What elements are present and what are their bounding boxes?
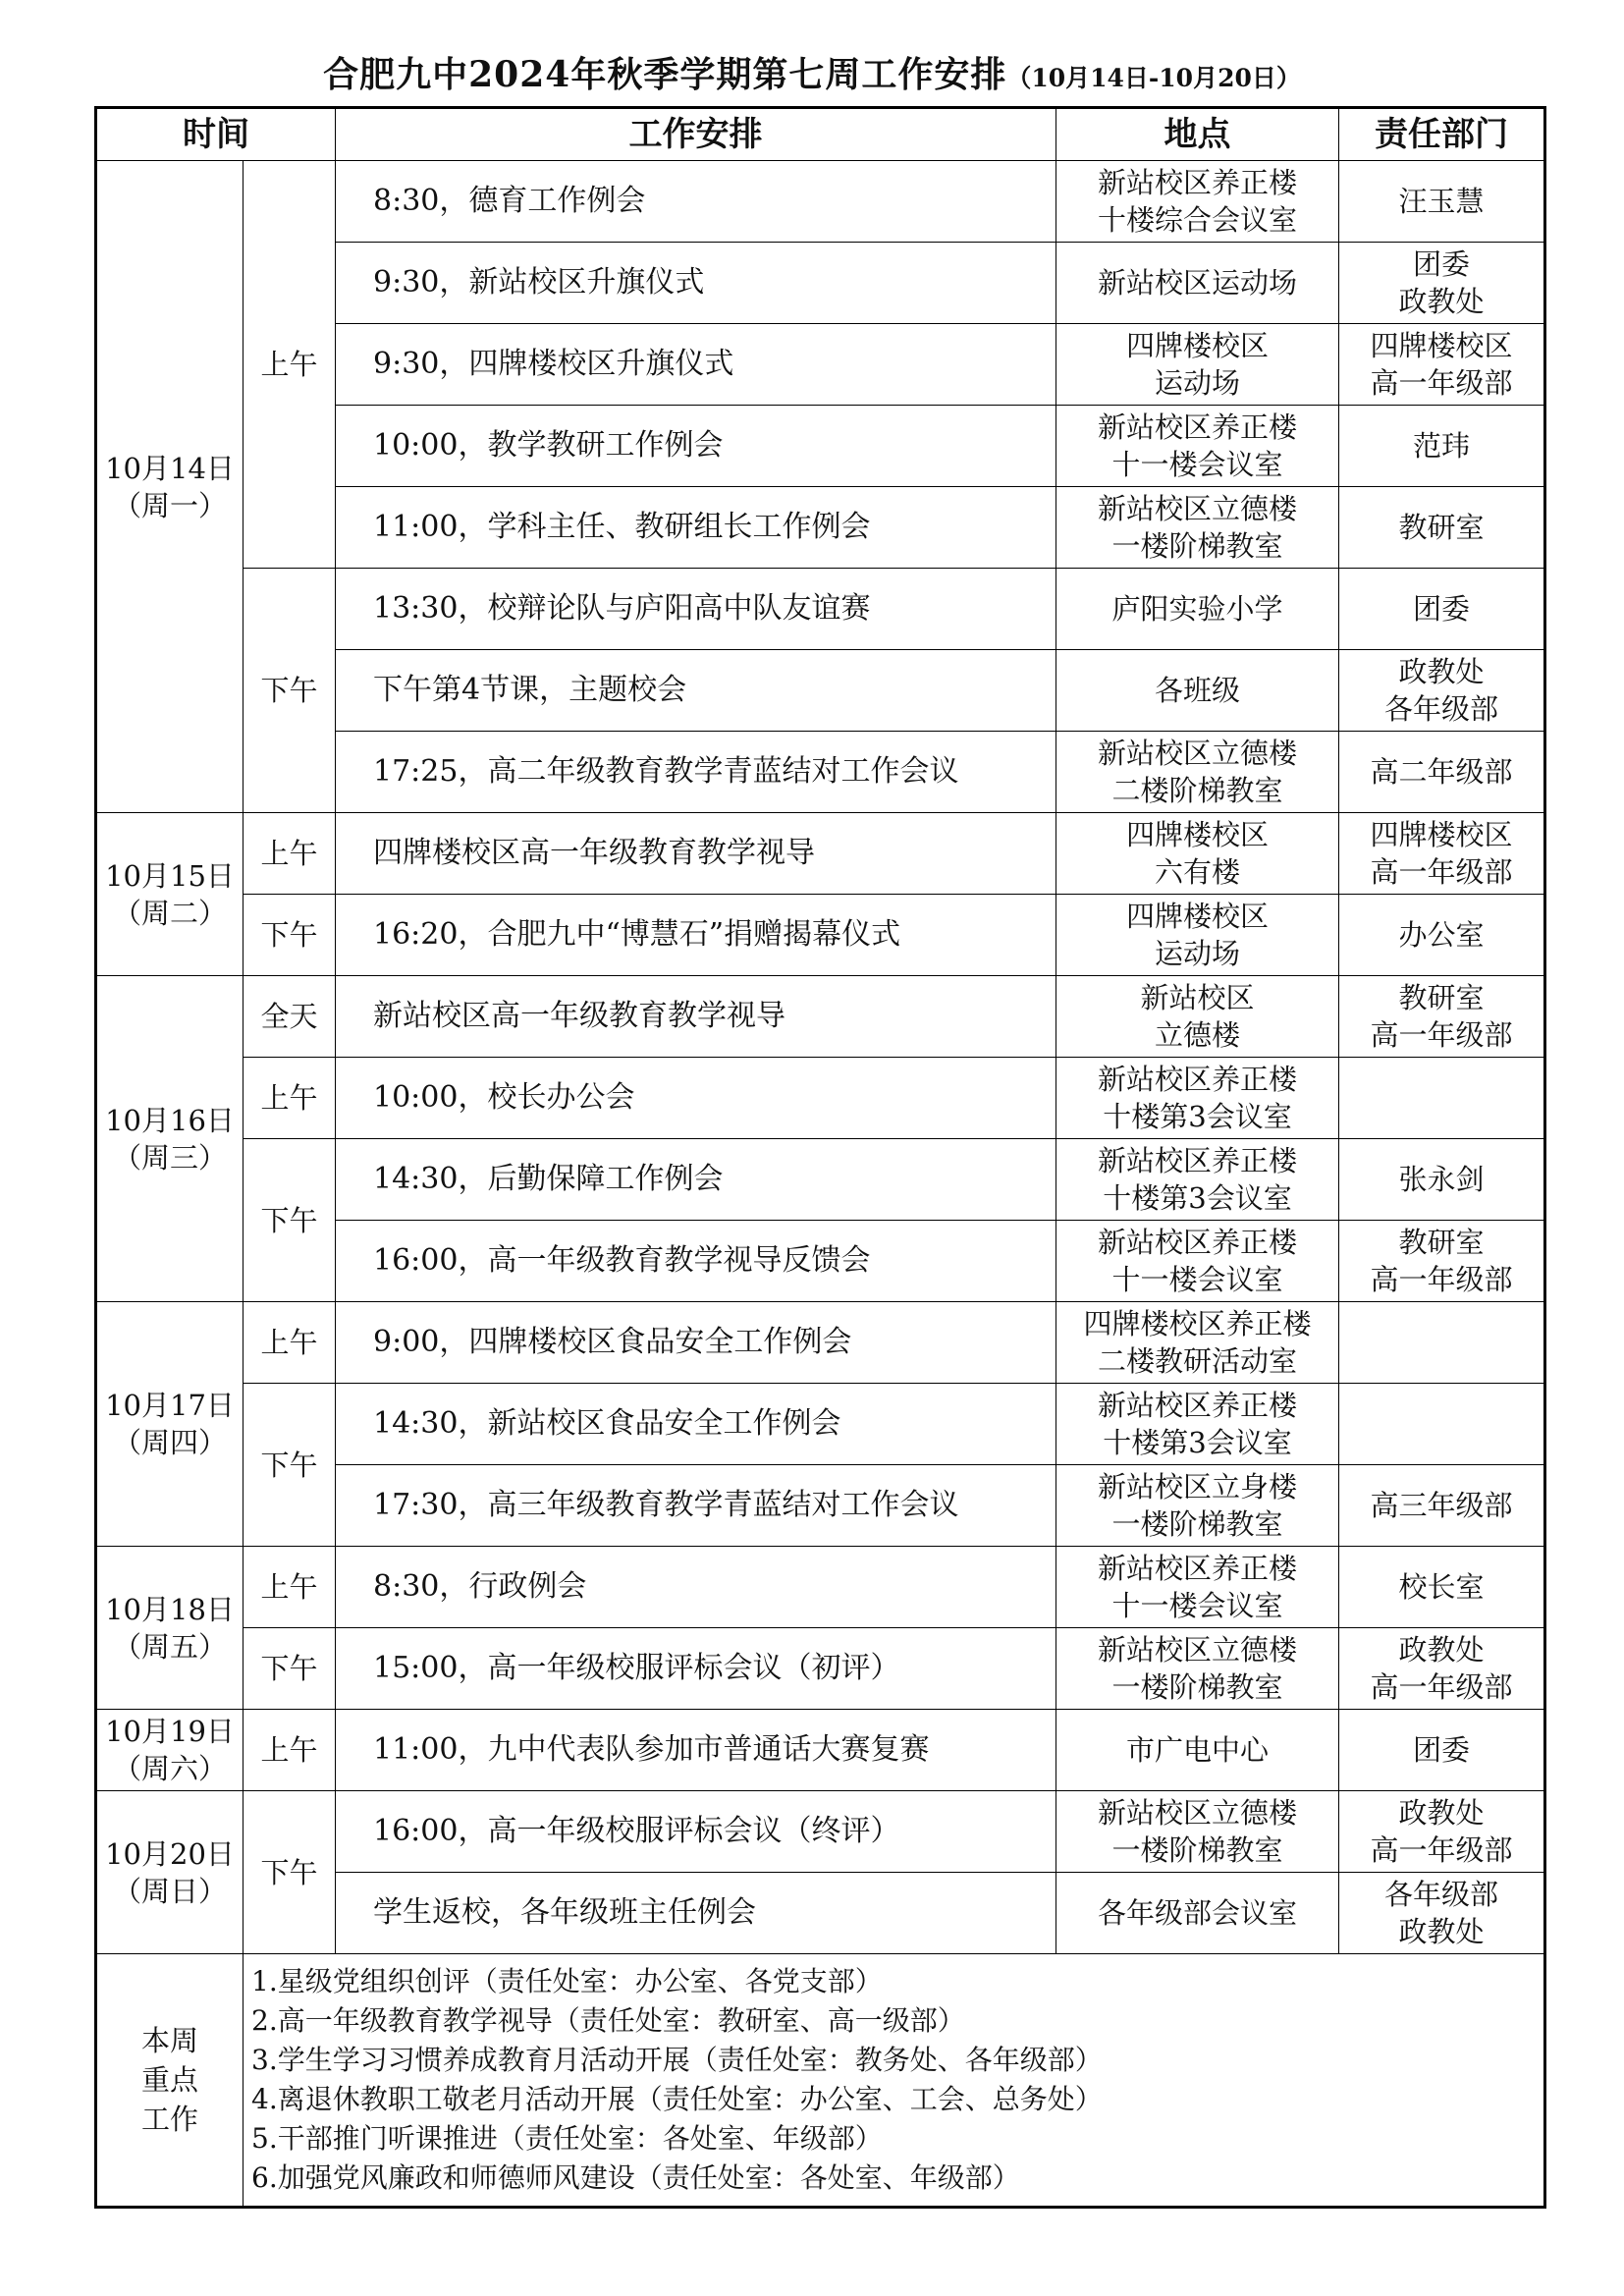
schedule-row [96, 976, 1545, 1058]
place-cell [1056, 324, 1339, 406]
focus-item: 2.高一年级教育教学视导（责任处室：教研室、高一级部） [251, 2004, 965, 2037]
task-cell: 9:30，四牌楼校区升旗仪式 [336, 324, 1056, 406]
period-cell: 上午 [244, 1547, 336, 1628]
schedule-row [96, 895, 1545, 976]
dept-line: 高二年级部 [1370, 755, 1513, 789]
place-line: 新站校区养正楼 [1097, 1063, 1297, 1096]
header-dept: 责任部门 [1339, 108, 1545, 161]
dept-line: 教研室 [1398, 981, 1485, 1014]
focus-item: 5.干部推门听课推进（责任处室：各处室、年级部） [251, 2122, 883, 2155]
place-cell [1056, 1221, 1339, 1302]
period-cell: 下午 [244, 1139, 336, 1302]
schedule-row [96, 161, 1545, 243]
period-cell: 下午 [244, 1628, 336, 1710]
place-line: 新站校区养正楼 [1097, 1226, 1297, 1259]
place-line: 十楼综合会议室 [1097, 203, 1297, 237]
title-date-range: （10月14日-10月20日） [1006, 64, 1301, 92]
dept-line: 政教处 [1398, 1796, 1485, 1830]
page-title [0, 51, 1624, 105]
dept-cell [1339, 732, 1545, 813]
task-cell: 8:30，德育工作例会 [336, 161, 1056, 243]
dept-cell [1339, 1058, 1545, 1139]
dept-cell [1339, 161, 1545, 243]
place-line: 四牌楼校区 [1125, 818, 1269, 851]
dept-line: 高一年级部 [1370, 1263, 1513, 1296]
dept-line: 四牌楼校区 [1370, 818, 1513, 851]
task-cell: 17:25，高二年级教育教学青蓝结对工作会议 [336, 732, 1056, 813]
place-line: 二楼教研活动室 [1097, 1344, 1297, 1378]
period-cell: 下午 [244, 1791, 336, 1954]
place-cell [1056, 569, 1339, 650]
dept-line: 校长室 [1398, 1570, 1485, 1604]
dept-line: 政教处 [1398, 1915, 1485, 1948]
place-line: 四牌楼校区养正楼 [1083, 1307, 1312, 1340]
day-date: 10月16日 [105, 1103, 235, 1137]
dept-cell [1339, 1302, 1545, 1384]
place-line: 一楼阶梯教室 [1111, 1833, 1283, 1867]
place-line: 四牌楼校区 [1125, 900, 1269, 933]
dept-line: 四牌楼校区 [1370, 329, 1513, 362]
dept-cell [1339, 650, 1545, 732]
dept-line: 办公室 [1398, 918, 1485, 952]
task-cell: 16:20，合肥九中“博慧石”捐赠揭幕仪式 [336, 895, 1056, 976]
day-date: 10月14日 [105, 451, 235, 485]
dept-cell [1339, 243, 1545, 324]
place-line: 新站校区养正楼 [1097, 410, 1297, 444]
place-cell [1056, 976, 1339, 1058]
header-place: 地点 [1056, 108, 1339, 161]
task-cell: 下午第4节课，主题校会 [336, 650, 1056, 732]
day-weekday: （周一） [112, 488, 227, 522]
period-cell: 下午 [244, 895, 336, 976]
period-cell: 上午 [244, 1302, 336, 1384]
schedule-row [96, 1058, 1545, 1139]
period-cell: 上午 [244, 1058, 336, 1139]
task-cell: 13:30，校辩论队与庐阳高中队友谊赛 [336, 569, 1056, 650]
place-cell [1056, 161, 1339, 243]
schedule-body [96, 161, 1545, 2208]
place-cell [1056, 1139, 1339, 1221]
task-cell: 17:30，高三年级教育教学青蓝结对工作会议 [336, 1465, 1056, 1547]
place-line: 新站校区立德楼 [1097, 1633, 1297, 1667]
dept-cell [1339, 1465, 1545, 1547]
task-cell: 新站校区高一年级教育教学视导 [336, 976, 1056, 1058]
place-line: 立德楼 [1154, 1018, 1240, 1052]
place-line: 新站校区 [1140, 981, 1255, 1014]
place-line: 新站校区运动场 [1097, 266, 1297, 300]
day-weekday: （周五） [112, 1629, 227, 1664]
dept-cell [1339, 1873, 1545, 1954]
place-cell [1056, 813, 1339, 895]
dept-line: 各年级部 [1383, 1878, 1498, 1911]
place-cell [1056, 1058, 1339, 1139]
day-cell [96, 1302, 244, 1547]
place-line: 十一楼会议室 [1111, 448, 1283, 481]
dept-cell [1339, 976, 1545, 1058]
dept-line: 高三年级部 [1370, 1489, 1513, 1522]
dept-line: 高一年级部 [1370, 366, 1513, 400]
day-weekday: （周日） [112, 1874, 227, 1908]
place-line: 四牌楼校区 [1125, 329, 1269, 362]
place-cell [1056, 732, 1339, 813]
focus-list-cell [244, 1954, 1545, 2208]
dept-line: 政教处 [1398, 285, 1485, 318]
schedule-row [96, 1791, 1545, 1873]
place-line: 十一楼会议室 [1111, 1263, 1283, 1296]
day-weekday: （周六） [112, 1752, 227, 1785]
dept-cell [1339, 895, 1545, 976]
place-line: 一楼阶梯教室 [1111, 1670, 1283, 1704]
focus-label-cell [96, 1954, 244, 2208]
place-line: 十楼第3会议室 [1103, 1426, 1292, 1459]
dept-line: 高一年级部 [1370, 1018, 1513, 1052]
task-cell: 16:00，高一年级教育教学视导反馈会 [336, 1221, 1056, 1302]
period-cell: 下午 [244, 1384, 336, 1547]
dept-cell [1339, 569, 1545, 650]
dept-line: 高一年级部 [1370, 1833, 1513, 1867]
place-line: 新站校区立身楼 [1097, 1470, 1297, 1503]
place-line: 各年级部会议室 [1097, 1896, 1297, 1930]
period-cell: 上午 [244, 1710, 336, 1791]
schedule-row [96, 813, 1545, 895]
period-cell: 上午 [244, 161, 336, 569]
day-weekday: （周四） [112, 1426, 227, 1459]
header-row [96, 108, 1545, 161]
period-cell: 上午 [244, 813, 336, 895]
task-cell: 四牌楼校区高一年级教育教学视导 [336, 813, 1056, 895]
place-line: 新站校区养正楼 [1097, 1144, 1297, 1177]
task-cell: 9:00，四牌楼校区食品安全工作例会 [336, 1302, 1056, 1384]
schedule-table [94, 106, 1546, 2209]
dept-line: 团委 [1412, 592, 1470, 626]
day-date: 10月18日 [105, 1592, 235, 1626]
place-line: 十楼第3会议室 [1103, 1181, 1292, 1215]
place-cell [1056, 1710, 1339, 1791]
dept-cell [1339, 324, 1545, 406]
day-weekday: （周二） [112, 896, 227, 930]
schedule-row [96, 1547, 1545, 1628]
place-line: 六有楼 [1154, 855, 1240, 889]
dept-cell [1339, 1221, 1545, 1302]
day-cell [96, 813, 244, 976]
place-cell [1056, 1302, 1339, 1384]
dept-cell [1339, 1547, 1545, 1628]
schedule-row [96, 1710, 1545, 1791]
focus-label-line: 重点 [140, 2063, 198, 2097]
dept-cell [1339, 1139, 1545, 1221]
dept-line: 团委 [1412, 1733, 1470, 1767]
place-line: 市广电中心 [1125, 1733, 1269, 1767]
dept-cell [1339, 1384, 1545, 1465]
day-date: 10月15日 [105, 858, 235, 893]
day-cell [96, 1710, 244, 1791]
place-cell [1056, 1384, 1339, 1465]
dept-cell [1339, 1628, 1545, 1710]
dept-line: 汪玉慧 [1398, 185, 1485, 218]
dept-line: 教研室 [1398, 1226, 1485, 1259]
place-line: 十楼第3会议室 [1103, 1100, 1292, 1133]
focus-item: 1.星级党组织创评（责任处室：办公室、各党支部） [251, 1965, 883, 1997]
day-date: 10月20日 [105, 1836, 235, 1871]
day-cell [96, 161, 244, 813]
place-line: 运动场 [1154, 937, 1240, 970]
task-cell: 10:00，校长办公会 [336, 1058, 1056, 1139]
dept-line: 高一年级部 [1370, 855, 1513, 889]
day-weekday: （周三） [112, 1140, 227, 1175]
dept-line: 政教处 [1398, 655, 1485, 688]
schedule-row [96, 1139, 1545, 1221]
task-cell: 学生返校，各年级班主任例会 [336, 1873, 1056, 1954]
schedule-row [96, 1302, 1545, 1384]
place-line: 新站校区养正楼 [1097, 1552, 1297, 1585]
place-line: 新站校区立德楼 [1097, 1796, 1297, 1830]
dept-cell [1339, 1710, 1545, 1791]
focus-label-line: 本周 [140, 2024, 198, 2057]
task-cell: 11:00，九中代表队参加市普通话大赛复赛 [336, 1710, 1056, 1791]
place-line: 一楼阶梯教室 [1111, 529, 1283, 563]
place-line: 新站校区立德楼 [1097, 492, 1297, 525]
place-line: 新站校区立德楼 [1097, 737, 1297, 770]
schedule-row [96, 1384, 1545, 1465]
dept-line: 教研室 [1398, 511, 1485, 544]
day-cell [96, 1547, 244, 1710]
place-line: 一楼阶梯教室 [1111, 1507, 1283, 1541]
place-line: 各班级 [1154, 674, 1240, 707]
dept-line: 政教处 [1398, 1633, 1485, 1667]
place-cell [1056, 243, 1339, 324]
dept-line: 团委 [1412, 247, 1470, 281]
place-cell [1056, 1465, 1339, 1547]
focus-item: 6.加强党风廉政和师德师风建设（责任处室：各处室、年级部） [251, 2161, 1020, 2194]
place-cell [1056, 1628, 1339, 1710]
period-cell: 下午 [244, 569, 336, 813]
dept-cell [1339, 406, 1545, 487]
task-cell: 14:30，新站校区食品安全工作例会 [336, 1384, 1056, 1465]
focus-row [96, 1954, 1545, 2208]
title-main: 合肥九中2024年秋季学期第七周工作安排 [323, 54, 1007, 95]
place-line: 十一楼会议室 [1111, 1589, 1283, 1622]
dept-line: 高一年级部 [1370, 1670, 1513, 1704]
task-cell: 8:30，行政例会 [336, 1547, 1056, 1628]
task-cell: 16:00，高一年级校服评标会议（终评） [336, 1791, 1056, 1873]
place-cell [1056, 650, 1339, 732]
header-time: 时间 [96, 108, 336, 161]
dept-cell [1339, 813, 1545, 895]
schedule-row [96, 1628, 1545, 1710]
task-cell: 14:30，后勤保障工作例会 [336, 1139, 1056, 1221]
place-cell [1056, 406, 1339, 487]
place-line: 二楼阶梯教室 [1111, 774, 1283, 807]
place-line: 新站校区养正楼 [1097, 1389, 1297, 1422]
dept-cell [1339, 1791, 1545, 1873]
place-cell [1056, 487, 1339, 569]
dept-line: 张永剑 [1398, 1163, 1485, 1196]
task-cell: 11:00，学科主任、教研组长工作例会 [336, 487, 1056, 569]
day-date: 10月19日 [105, 1715, 235, 1748]
task-cell: 15:00，高一年级校服评标会议（初评） [336, 1628, 1056, 1710]
dept-cell [1339, 487, 1545, 569]
focus-item: 4.离退休教职工敬老月活动开展（责任处室：办公室、工会、总务处） [251, 2083, 1103, 2115]
task-cell: 10:00，教学教研工作例会 [336, 406, 1056, 487]
day-cell [96, 1791, 244, 1954]
schedule-row [96, 569, 1545, 650]
dept-line: 各年级部 [1383, 692, 1498, 726]
focus-item: 3.学生学习习惯养成教育月活动开展（责任处室：教务处、各年级部） [251, 2044, 1103, 2076]
focus-label-line: 工作 [140, 2103, 198, 2136]
place-cell [1056, 895, 1339, 976]
place-line: 新站校区养正楼 [1097, 166, 1297, 199]
place-cell [1056, 1791, 1339, 1873]
day-date: 10月17日 [105, 1389, 235, 1422]
place-cell [1056, 1873, 1339, 1954]
place-line: 庐阳实验小学 [1111, 592, 1283, 626]
header-task: 工作安排 [336, 108, 1056, 161]
task-cell: 9:30，新站校区升旗仪式 [336, 243, 1056, 324]
dept-line: 范玮 [1412, 429, 1470, 463]
place-line: 运动场 [1154, 366, 1240, 400]
place-cell [1056, 1547, 1339, 1628]
period-cell: 全天 [244, 976, 336, 1058]
day-cell [96, 976, 244, 1302]
